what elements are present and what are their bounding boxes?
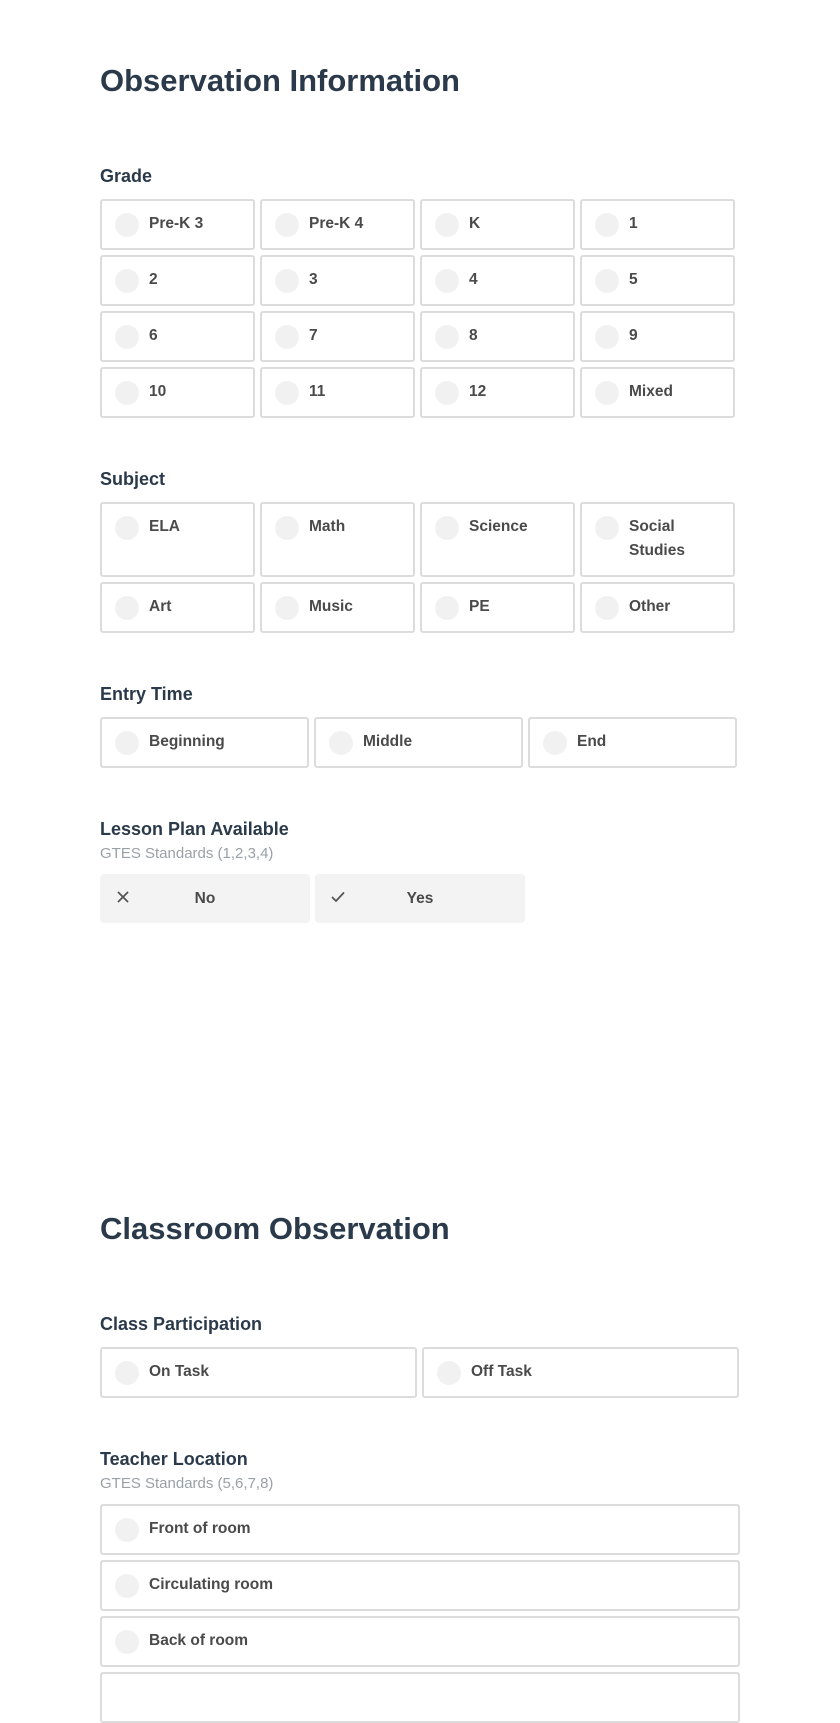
grade-option-label: 5: [629, 271, 638, 288]
entry-time-options: [100, 717, 737, 768]
radio-circle-icon: [275, 381, 299, 405]
subject-option[interactable]: [100, 582, 255, 633]
radio-circle-icon: [275, 596, 299, 620]
radio-circle-icon: [595, 213, 619, 237]
grade-option-label: 8: [469, 327, 478, 344]
entry-time-option-label: Beginning: [149, 733, 225, 750]
radio-circle-icon: [275, 213, 299, 237]
grade-option[interactable]: [100, 367, 255, 418]
radio-circle-icon: [115, 1574, 139, 1598]
lesson-plan-yes-label: Yes: [406, 890, 434, 907]
grade-option-label: 3: [309, 271, 318, 288]
radio-circle-icon: [115, 269, 139, 293]
radio-circle-icon: [115, 731, 139, 755]
grade-option[interactable]: [260, 311, 415, 362]
subject-option[interactable]: [420, 502, 575, 577]
subject-options: [100, 502, 735, 633]
class-participation-option-label: On Task: [149, 1363, 210, 1380]
grade-option[interactable]: [420, 255, 575, 306]
radio-circle-icon: [595, 516, 619, 540]
radio-circle-icon: [435, 516, 459, 540]
subject-option-label: Science: [469, 518, 528, 535]
radio-circle-icon: [275, 516, 299, 540]
grade-option[interactable]: [580, 367, 735, 418]
class-participation-option-label: Off Task: [471, 1363, 532, 1380]
teacher-location-option-label: Back of room: [149, 1632, 249, 1649]
radio-circle-icon: [435, 213, 459, 237]
class-participation-option[interactable]: [422, 1347, 739, 1398]
radio-circle-icon: [543, 731, 567, 755]
observation-information-title: Observation Information: [100, 63, 460, 98]
grade-option-label: 9: [629, 327, 638, 344]
radio-circle-icon: [115, 213, 139, 237]
radio-circle-icon: [595, 596, 619, 620]
grade-option[interactable]: [580, 255, 735, 306]
radio-circle-icon: [115, 516, 139, 540]
grade-option[interactable]: [580, 311, 735, 362]
radio-circle-icon: [275, 325, 299, 349]
radio-circle-icon: [115, 381, 139, 405]
radio-circle-icon: [115, 596, 139, 620]
radio-circle-icon: [595, 325, 619, 349]
subject-option[interactable]: [260, 502, 415, 577]
grade-option-label: 2: [149, 271, 158, 288]
entry-time-option-label: End: [577, 733, 607, 750]
grade-option-label: Pre-K 4: [309, 215, 364, 232]
grade-option-label: 6: [149, 327, 158, 344]
radio-circle-icon: [437, 1361, 461, 1385]
grade-option[interactable]: [580, 199, 735, 250]
grade-option[interactable]: [420, 367, 575, 418]
subject-option[interactable]: [260, 582, 415, 633]
grade-option[interactable]: [100, 311, 255, 362]
entry-time-option[interactable]: [100, 717, 309, 768]
radio-circle-icon: [115, 1518, 139, 1542]
grade-option[interactable]: [260, 367, 415, 418]
subject-option-label: Other: [629, 598, 671, 615]
subject-option[interactable]: [100, 502, 255, 577]
radio-circle-icon: [115, 1361, 139, 1385]
subject-option-label: PE: [469, 598, 490, 615]
entry-time-option-label: Middle: [363, 733, 413, 750]
teacher-location-option-label: Front of room: [149, 1520, 251, 1537]
grade-option-label: Pre-K 3: [149, 215, 204, 232]
class-participation-options: [100, 1347, 739, 1398]
classroom-observation-title: Classroom Observation: [100, 1211, 450, 1246]
teacher-location-options: [100, 1504, 740, 1723]
radio-circle-icon: [435, 596, 459, 620]
radio-circle-icon: [595, 381, 619, 405]
grade-option[interactable]: [260, 199, 415, 250]
grade-option-label: K: [469, 215, 481, 232]
grade-option-label: Mixed: [629, 383, 673, 400]
radio-circle-icon: [115, 1630, 139, 1654]
teacher-location-option-label: Circulating room: [149, 1576, 274, 1593]
subject-option-label: Math: [309, 518, 346, 535]
grade-option[interactable]: [100, 255, 255, 306]
grade-option[interactable]: [100, 199, 255, 250]
lesson-plan-no-button[interactable]: [100, 874, 310, 923]
entry-time-option[interactable]: [314, 717, 523, 768]
subject-option-label: Social Studies: [629, 518, 685, 559]
radio-circle-icon: [435, 381, 459, 405]
subject-option-label: ELA: [149, 518, 180, 535]
grade-option[interactable]: [420, 311, 575, 362]
teacher-location-option[interactable]: [100, 1616, 740, 1667]
class-participation-option[interactable]: [100, 1347, 417, 1398]
lesson-plan-no-label: No: [194, 890, 216, 907]
radio-circle-icon: [115, 325, 139, 349]
teacher-location-option[interactable]: [100, 1560, 740, 1611]
subject-option-label: Art: [149, 598, 172, 615]
lesson-plan-yes-button[interactable]: [315, 874, 525, 923]
radio-circle-icon: [435, 325, 459, 349]
subject-option-label: Music: [309, 598, 353, 615]
radio-circle-icon: [329, 731, 353, 755]
teacher-location-label: Teacher Location: [100, 1449, 248, 1469]
entry-time-option[interactable]: [528, 717, 737, 768]
class-participation-label: Class Participation: [100, 1314, 263, 1334]
grade-option-label: 12: [469, 383, 487, 400]
subject-option[interactable]: [580, 582, 735, 633]
grade-option-label: 7: [309, 327, 318, 344]
teacher-location-standards: GTES Standards (5,6,7,8): [100, 1475, 274, 1492]
grade-option-label: 1: [629, 215, 638, 232]
teacher-location-option[interactable]: [100, 1504, 740, 1555]
subject-label: Subject: [100, 469, 166, 489]
grade-options: [100, 199, 735, 418]
grade-option-label: 11: [309, 383, 326, 400]
lesson-plan-label: Lesson Plan Available: [100, 819, 289, 839]
grade-option-label: 10: [149, 383, 167, 400]
radio-circle-icon: [595, 269, 619, 293]
subject-option[interactable]: [420, 582, 575, 633]
subject-option[interactable]: [580, 502, 735, 577]
lesson-plan-toggle: [100, 874, 525, 923]
lesson-plan-standards: GTES Standards (1,2,3,4): [100, 845, 274, 862]
grade-option[interactable]: [420, 199, 575, 250]
entry-time-label: Entry Time: [100, 684, 193, 704]
radio-circle-icon: [435, 269, 459, 293]
grade-option-label: 4: [469, 271, 478, 288]
grade-label: Grade: [100, 166, 153, 186]
radio-circle-icon: [275, 269, 299, 293]
grade-option[interactable]: [260, 255, 415, 306]
